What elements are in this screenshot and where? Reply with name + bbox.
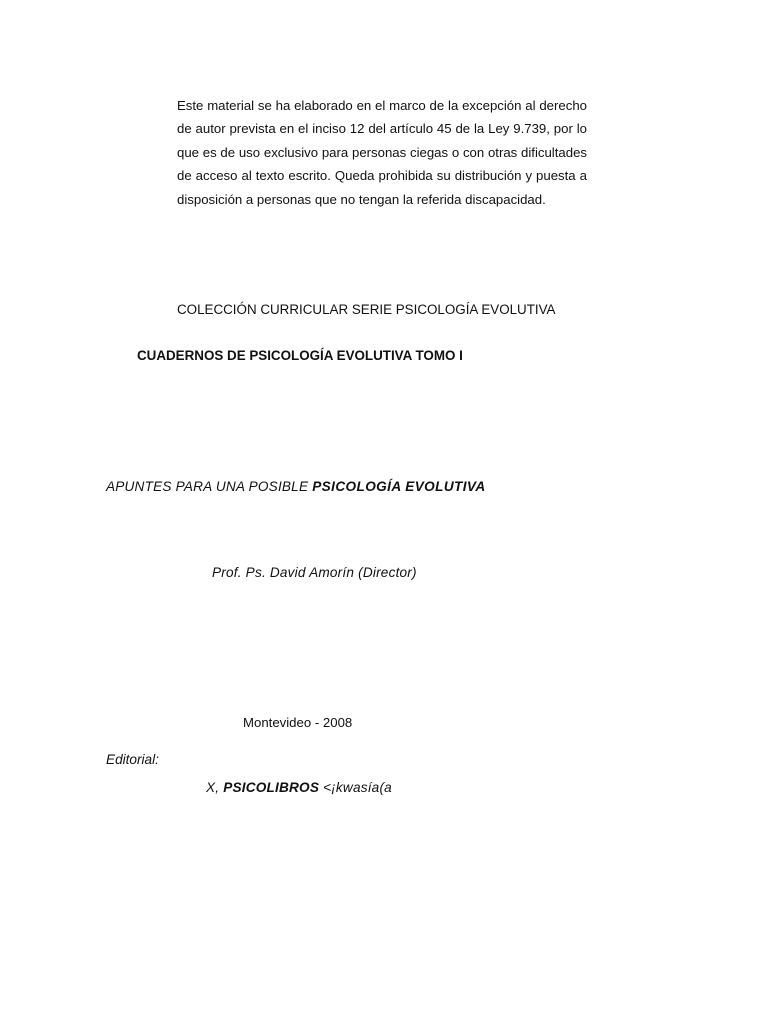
publisher-suffix: <¡kwasía(a <box>319 780 392 795</box>
author-line: Prof. Ps. David Amorín (Director) <box>212 565 417 580</box>
place-date: Montevideo - 2008 <box>243 715 353 730</box>
book-title-emphasis: PSICOLOGÍA EVOLUTIVA <box>312 479 486 494</box>
notebooks-title: CUADERNOS DE PSICOLOGÍA EVOLUTIVA TOMO I <box>137 348 463 363</box>
collection-title: COLECCIÓN CURRICULAR SERIE PSICOLOGÍA EVOLUTIVA <box>177 302 556 317</box>
book-title-prefix: APUNTES PARA UNA POSIBLE <box>106 479 313 494</box>
copyright-notice: Este material se ha elaborado en el marco de la excepción al derecho de autor prevista en el inciso 12 del artículo 45 de la Ley 9.739, por lo que es de uso exclusivo para personas ciegas o con otras dificultades de acceso al texto escrito. Queda prohibida su distribución y puesta a disposición a personas que no tengan la referida discapacidad. <box>177 98 587 207</box>
publisher-line <box>206 780 392 795</box>
book-title <box>106 479 486 494</box>
publisher-name: PSICOLIBROS <box>223 780 320 795</box>
editorial-label: Editorial: <box>106 752 159 767</box>
publisher-prefix: X, <box>206 780 224 795</box>
